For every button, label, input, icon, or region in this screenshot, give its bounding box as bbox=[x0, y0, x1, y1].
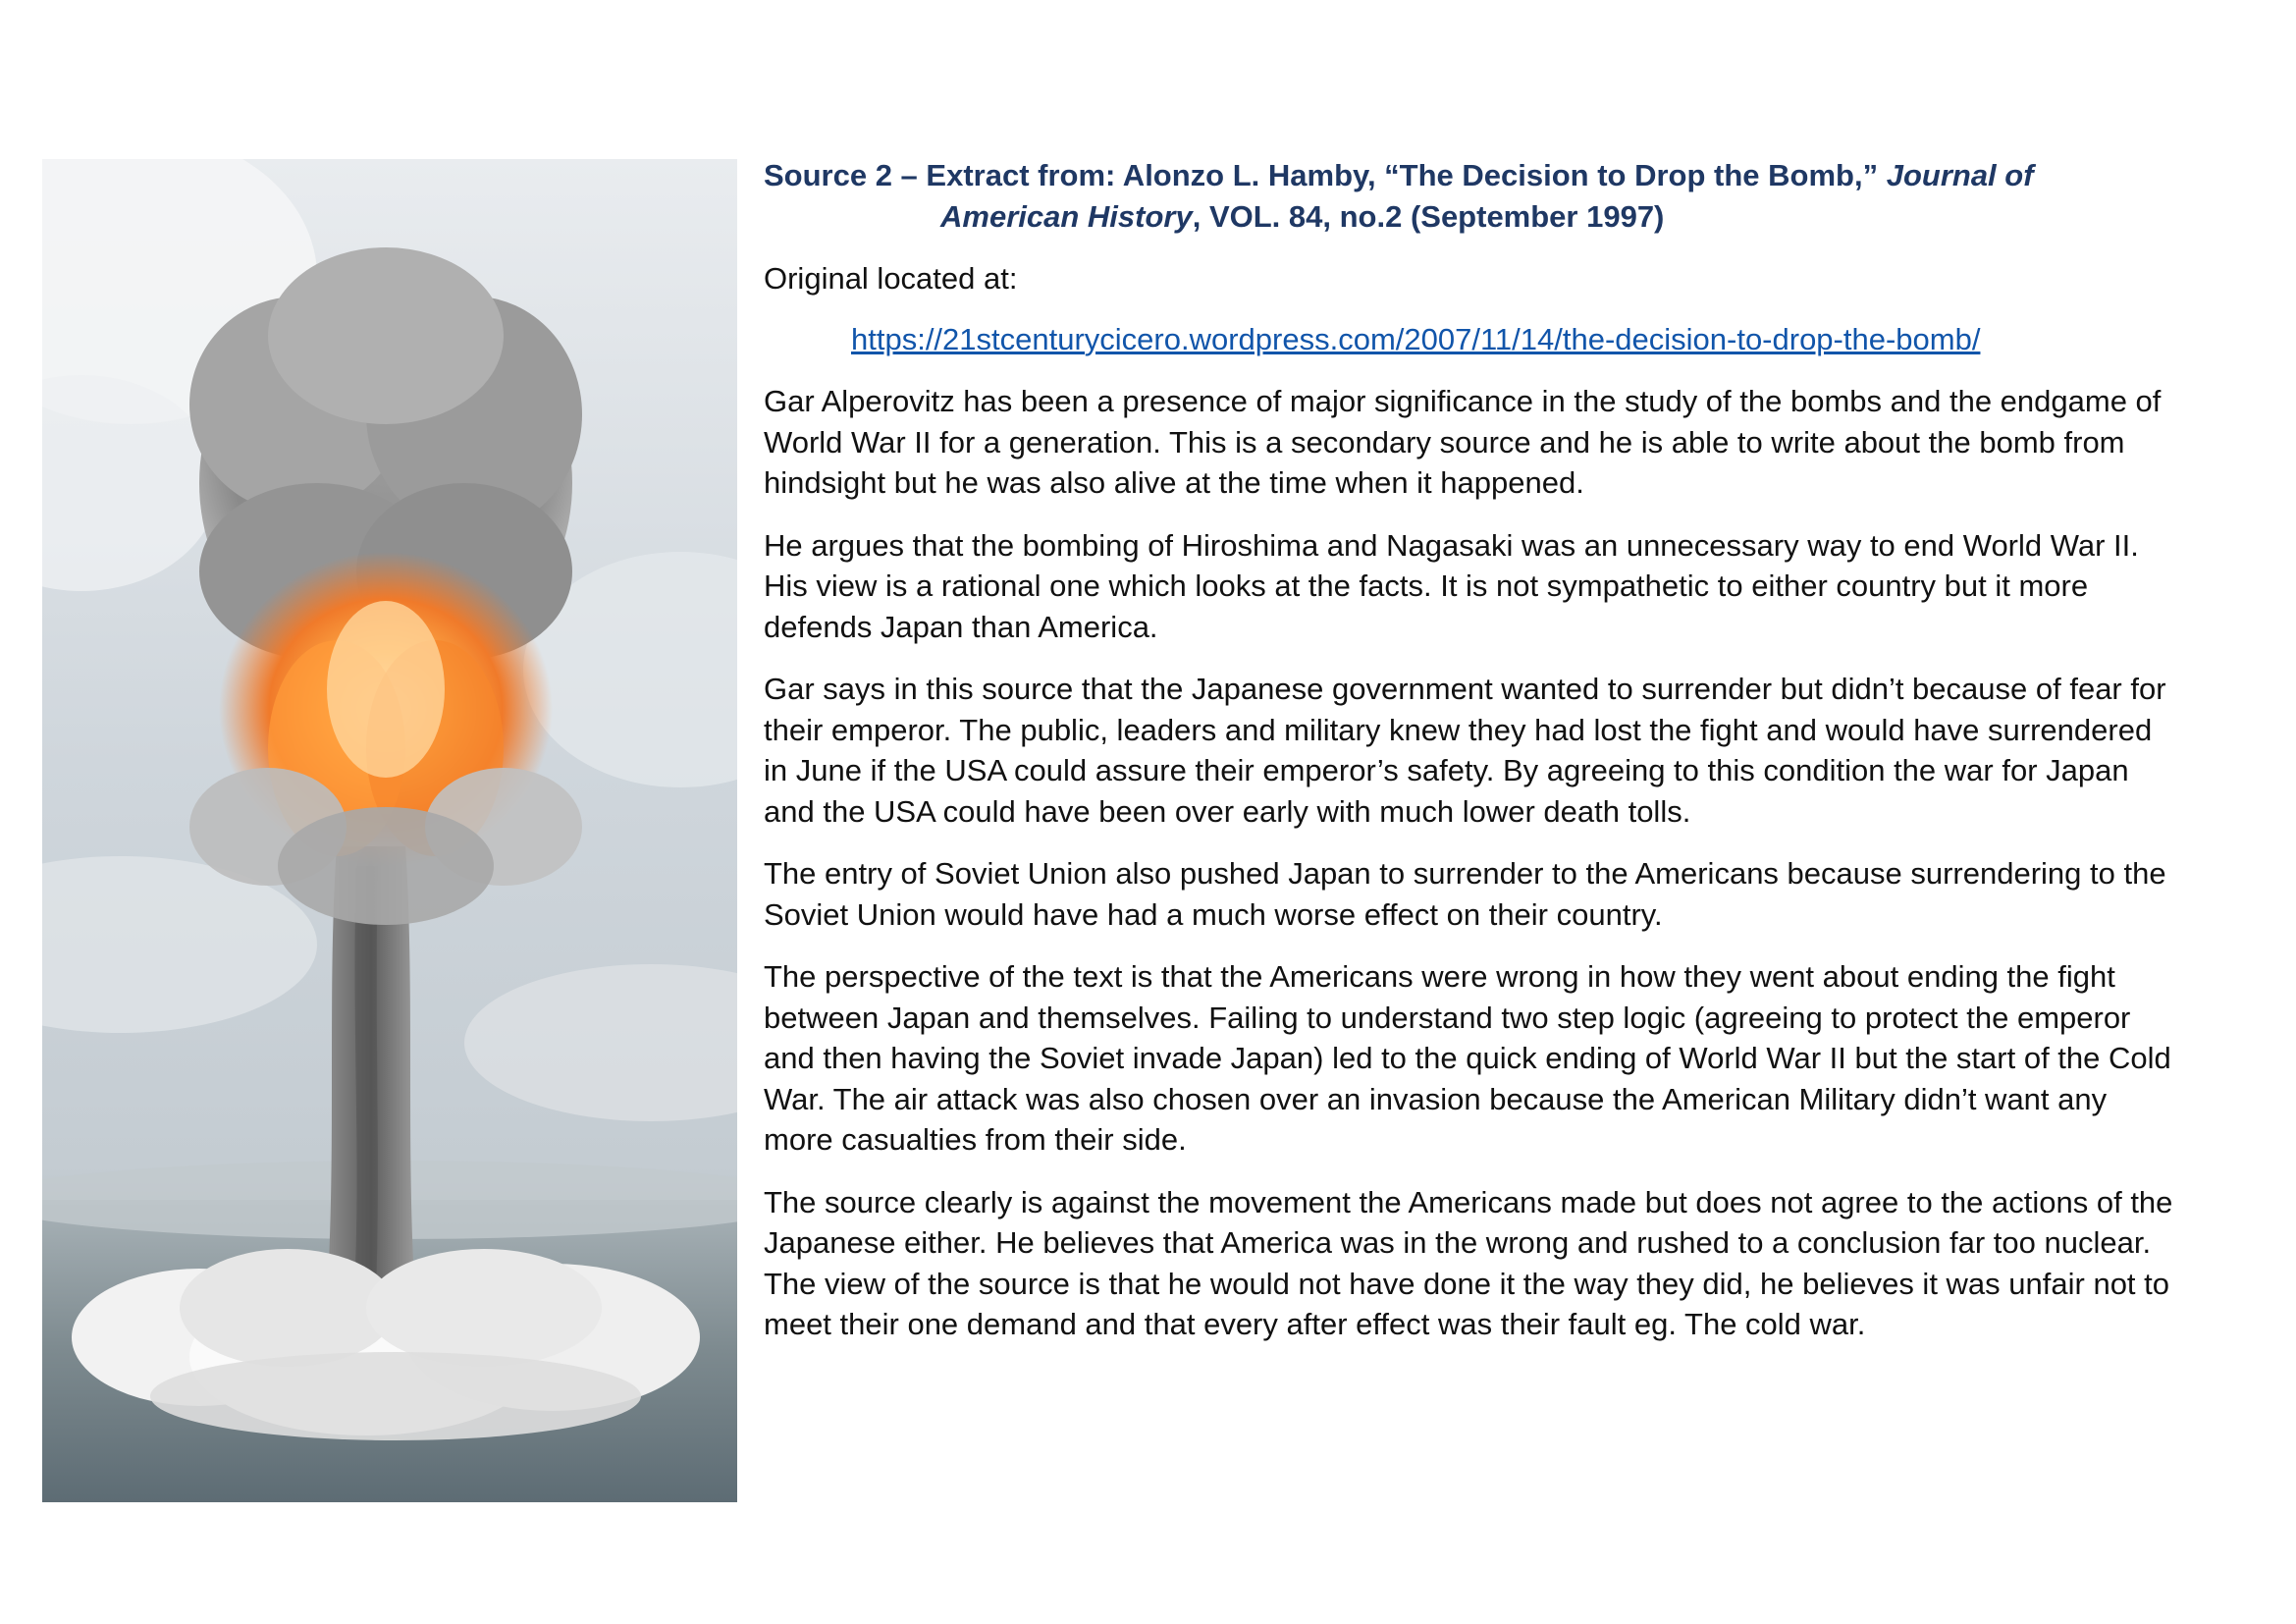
heading-volume-info: , VOL. 84, no.2 (September 1997) bbox=[1192, 198, 1665, 234]
paragraph: He argues that the bombing of Hiroshima and Nagasaki was an unnecessary way to end World War II. His view is a rational one which looks at the facts. It is not sympathetic to either country but it more defends Japan than America. bbox=[764, 527, 2139, 644]
source-link-line bbox=[764, 319, 2177, 360]
source-link[interactable]: https://21stcenturycicero.wordpress.com/2007/11/14/the-decision-to-drop-the-bomb/ bbox=[851, 321, 1981, 356]
paragraph: The source clearly is against the movement the Americans made but does not agree to the actions of the Japanese either. He believes that America was in the wrong and rushed to a conclusion far too nuclear. The view of the source is that he would not have done it the way they did, he believes it was unfair not to meet their one demand and that every after effect was their fault eg. The cold war. bbox=[764, 1184, 2173, 1341]
mushroom-cloud-image bbox=[42, 159, 737, 1502]
heading-journal-title-a: Journal of bbox=[1886, 158, 2034, 192]
heading-journal-title-b: American History bbox=[940, 198, 1193, 234]
source-heading bbox=[764, 155, 2177, 237]
paragraph: Gar says in this source that the Japanese government wanted to surrender but didn’t because of fear for their emperor. The public, leaders and military knew they had lost the fight and would have surrendered in June if the USA could assure their emperor’s safety. By agreeing to this condition the war for Japan and the USA could have been over early with much lower death tolls. bbox=[764, 672, 2166, 829]
located-label: Original located at: bbox=[764, 261, 1018, 296]
heading-citation: Source 2 – Extract from: Alonzo L. Hamby, “The Decision to Drop the Bomb,” bbox=[764, 158, 1887, 192]
paragraph: The perspective of the text is that the Americans were wrong in how they went about ending the fight between Japan and themselves. Failing to understand two step logic (agreeing to protect the emperor and then having the Soviet invade Japan) led to the quick ending of World War II but the start of the Cold War. The air attack was also chosen over an invasion because the American Military didn’t want any more casualties from their side. bbox=[764, 959, 2171, 1157]
paragraph: The entry of Soviet Union also pushed Japan to surrender to the Americans because surrendering to the Soviet Union would have had a much worse effect on their country. bbox=[764, 856, 2166, 932]
paragraph: Gar Alperovitz has been a presence of major significance in the study of the bombs and the endgame of World War II for a generation. This is a secondary source and he is able to write about the bomb from hindsight but he was also alive at the time when it happened. bbox=[764, 384, 2162, 500]
text-column bbox=[764, 155, 2177, 1345]
mushroom-cloud-illustration bbox=[42, 159, 737, 1502]
